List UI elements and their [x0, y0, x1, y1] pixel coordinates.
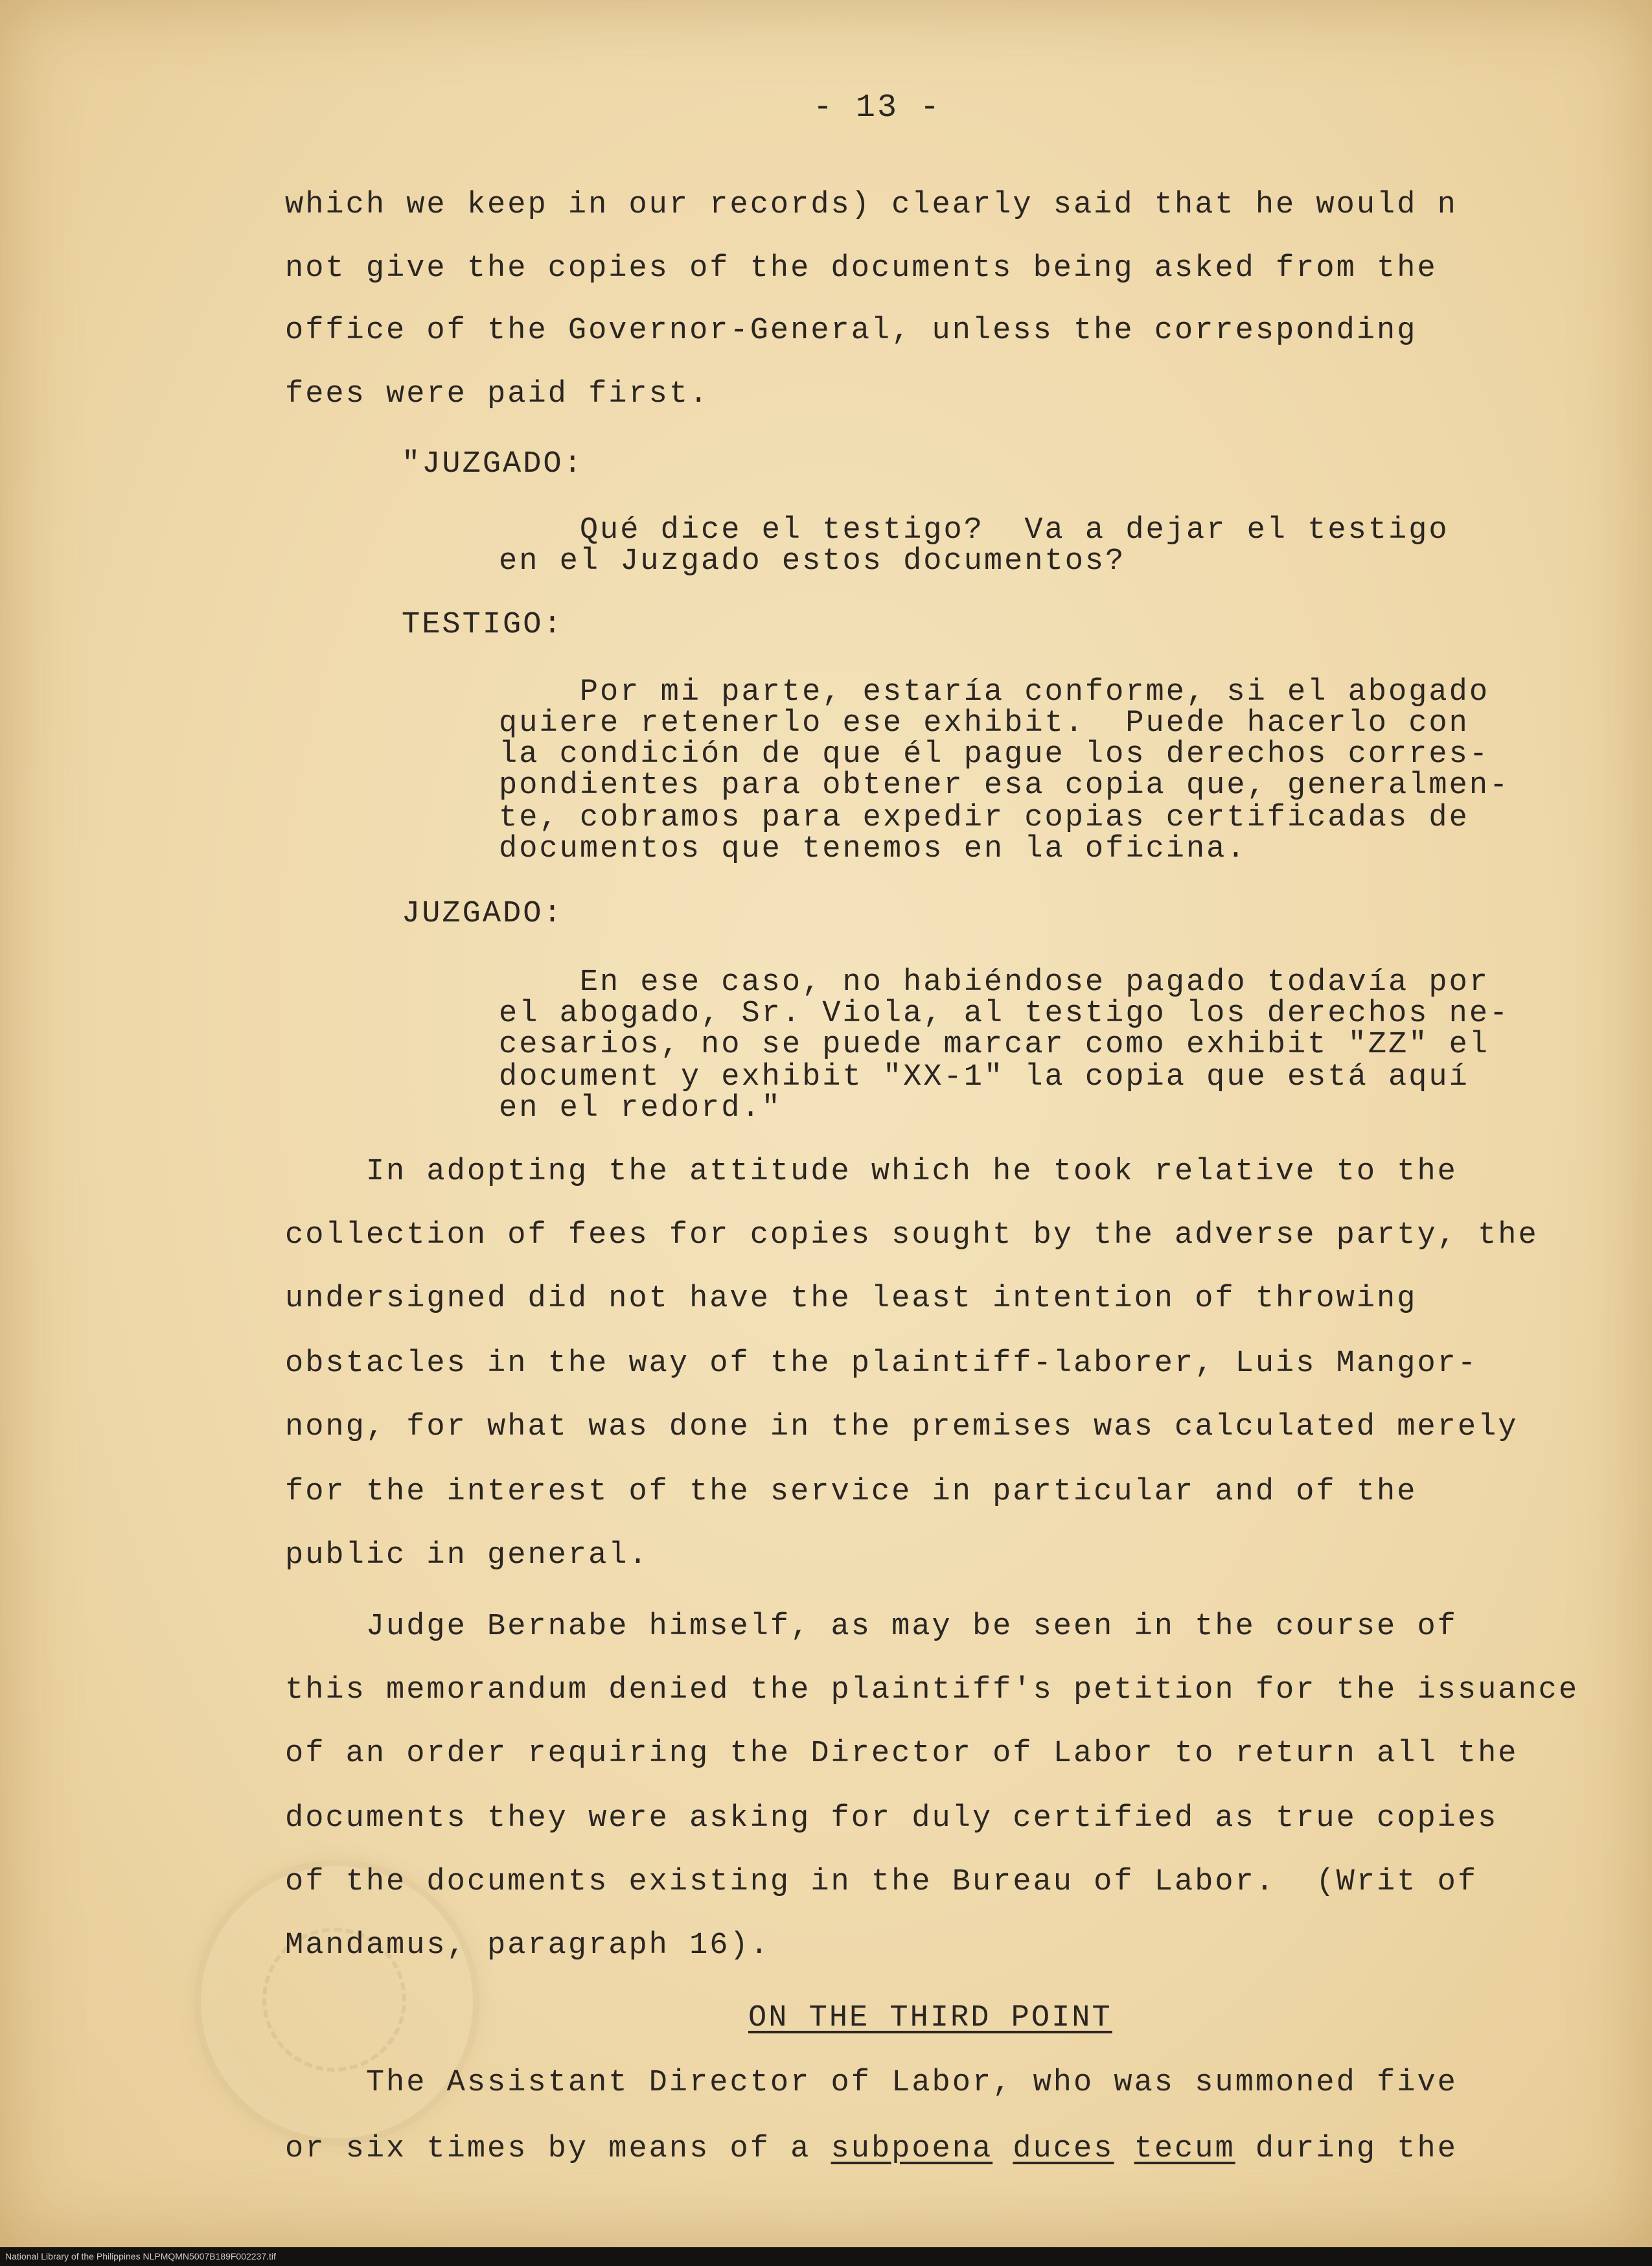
paragraph-4-line-1: The Assistant Director of Labor, who was summoned five: [285, 2066, 1458, 2100]
quote-2-line-3: la condición de que él pague los derechos corres-: [499, 737, 1490, 772]
paragraph-1-line-4: fees were paid first.: [285, 377, 710, 411]
paragraph-2-line-1: In adopting the attitude which he took relative to the: [285, 1155, 1458, 1189]
quote-2-line-2: quiere retenerlo ese exhibit. Puede hacerlo con: [499, 706, 1469, 741]
quote-3-line-4: document y exhibit "XX-1" la copia que está aquí: [499, 1060, 1469, 1094]
quote-3-line-2: el abogado, Sr. Viola, al testigo los derechos ne-: [499, 997, 1510, 1031]
paragraph-1-line-2: not give the copies of the documents being asked from the: [285, 251, 1438, 286]
paragraph-4-line-2-end: during the: [1235, 2132, 1458, 2166]
subpoena-word: subpoena: [831, 2132, 993, 2166]
paragraph-3-line-3: of an order requiring the Director of Labor to return all the: [285, 1737, 1519, 1771]
page-number: - 13 -: [813, 89, 942, 126]
paragraph-3-line-5: of the documents existing in the Bureau of Labor. (Writ of: [285, 1865, 1478, 1899]
quote-3-line-1: En ese caso, no habiéndose pagado todavía por: [499, 965, 1490, 1000]
speaker-testigo: TESTIGO:: [402, 608, 564, 642]
paragraph-3-line-2: this memorandum denied the plaintiff's petition for the issuance: [285, 1673, 1579, 1707]
quote-1-line-2: en el Juzgado estos documentos?: [499, 544, 1126, 579]
paragraph-4-line-2-start: or six times by means of a: [285, 2132, 831, 2166]
quote-2-line-4: pondientes para obtener esa copia que, generalmen-: [499, 769, 1510, 803]
quote-2-line-1: Por mi parte, estaría conforme, si el abogado: [499, 675, 1490, 710]
scan-footer-text: National Library of the Philippines NLPMQMN5007B189F002237.tif: [5, 2251, 276, 2261]
speaker-juzgado-2: JUZGADO:: [402, 897, 564, 931]
paragraph-4-line-2: [285, 2132, 1458, 2166]
quote-3-line-3: cesarios, no se puede marcar como exhibit "ZZ" el: [499, 1028, 1490, 1062]
paragraph-2-line-2: collection of fees for copies sought by the adverse party, the: [285, 1218, 1539, 1253]
paragraph-2-line-6: for the interest of the service in particular and of the: [285, 1475, 1417, 1509]
paragraph-2-line-4: obstacles in the way of the plaintiff-laborer, Luis Mangor-: [285, 1347, 1478, 1381]
paragraph-3-line-4: documents they were asking for duly certified as true copies: [285, 1801, 1498, 1836]
embossed-seal: [194, 1860, 479, 2145]
tecum-word: tecum: [1134, 2132, 1235, 2166]
paragraph-3-line-1: Judge Bernabe himself, as may be seen in the course of: [285, 1610, 1458, 1644]
paragraph-3-line-6: Mandamus, paragraph 16).: [285, 1928, 770, 1963]
paragraph-2-line-7: public in general.: [285, 1538, 649, 1573]
paragraph-2-line-5: nong, for what was done in the premises was calculated merely: [285, 1410, 1519, 1444]
section-heading: ON THE THIRD POINT: [748, 2001, 1112, 2035]
quote-1-line-1: Qué dice el testigo? Va a dejar el testigo: [499, 513, 1449, 548]
quote-2-line-5: te, cobramos para expedir copias certificadas de: [499, 801, 1469, 835]
paragraph-1-line-1: which we keep in our records) clearly said that he would n: [285, 188, 1458, 222]
quote-2-line-6: documentos que tenemos en la oficina.: [499, 832, 1247, 866]
duces-word: duces: [1013, 2132, 1114, 2166]
paragraph-2-line-3: undersigned did not have the least intention of throwing: [285, 1282, 1417, 1316]
speaker-juzgado-1: "JUZGADO:: [402, 447, 584, 481]
paragraph-1-line-3: office of the Governor-General, unless the corresponding: [285, 314, 1417, 348]
quote-3-line-5: en el redord.": [499, 1091, 782, 1126]
